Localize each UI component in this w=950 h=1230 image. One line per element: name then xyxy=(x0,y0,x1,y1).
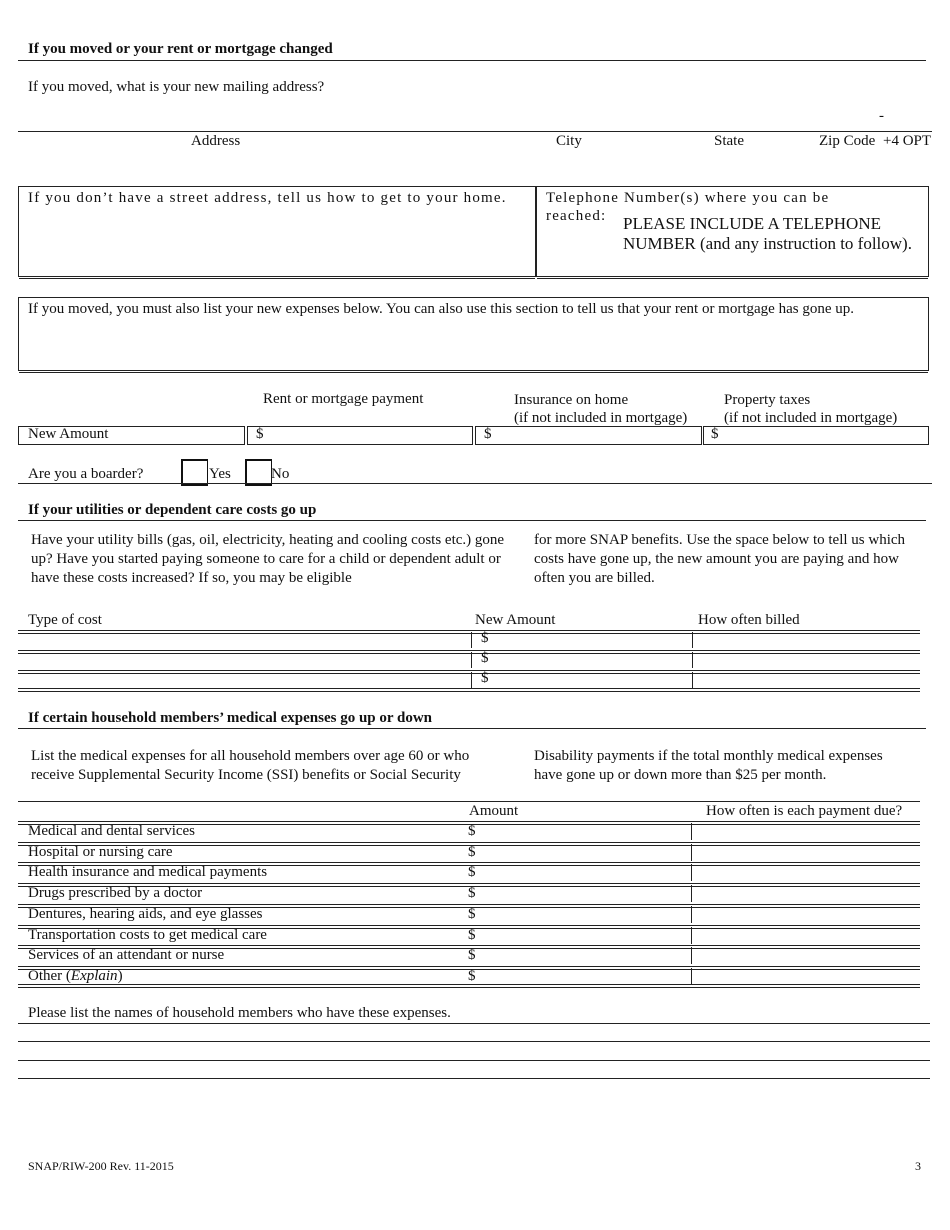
currency-sign: $ xyxy=(481,670,489,686)
currency-sign: $ xyxy=(468,844,476,860)
medical-amount-field[interactable] xyxy=(459,823,692,840)
new-amount-field[interactable] xyxy=(471,652,693,668)
currency-sign: $ xyxy=(468,823,476,839)
names-line[interactable] xyxy=(18,1078,930,1079)
medical-paragraph-right: Disability payments if the total monthly medical expenses have gone up or down more than $25 per month. xyxy=(534,748,883,783)
new-amount-field[interactable] xyxy=(471,632,693,648)
how-often-billed-field[interactable] xyxy=(694,672,918,688)
names-line[interactable] xyxy=(18,1023,930,1024)
currency-sign: $ xyxy=(256,426,264,442)
medical-expense-label: Medical and dental services xyxy=(28,823,196,839)
new-amount-field[interactable] xyxy=(471,672,693,688)
city-label: City xyxy=(556,133,582,149)
medical-amount-field[interactable] xyxy=(459,968,692,985)
insurance-amount-field[interactable] xyxy=(475,426,702,445)
address-label: Address xyxy=(191,133,241,149)
medical-amount-field[interactable] xyxy=(459,947,692,964)
zip-label: Zip Code xyxy=(819,133,876,149)
section-heading-moved: If you moved or your rent or mortgage changed xyxy=(28,41,333,57)
payment-due-field[interactable] xyxy=(694,927,918,944)
section-heading-medical: If certain household members’ medical expenses go up or down xyxy=(28,710,433,726)
payment-due-field[interactable] xyxy=(694,823,918,840)
boarder-yes-label: Yes xyxy=(209,466,231,482)
divider xyxy=(18,60,926,61)
currency-sign: $ xyxy=(484,426,492,442)
how-often-billed-field[interactable] xyxy=(694,652,918,668)
payment-due-field[interactable] xyxy=(694,947,918,964)
address-input-line[interactable] xyxy=(18,131,932,132)
tax-amount-field[interactable] xyxy=(703,426,929,445)
currency-sign: $ xyxy=(468,968,476,984)
new-amount-header: New Amount xyxy=(475,612,556,628)
tax-header-line1: Property taxes xyxy=(724,392,811,408)
how-often-billed-field[interactable] xyxy=(694,632,918,648)
medical-amount-field[interactable] xyxy=(459,927,692,944)
medical-amount-field[interactable] xyxy=(459,885,692,902)
table-row-divider xyxy=(18,984,920,988)
new-amount-label-cell xyxy=(18,426,245,445)
boarder-question: Are you a boarder? xyxy=(28,466,144,482)
type-of-cost-field[interactable] xyxy=(18,672,470,688)
names-line[interactable] xyxy=(18,1041,930,1042)
directions-text: If you don’t have a street address, tell us how to get to your home. xyxy=(28,190,507,206)
how-often-billed-header: How often billed xyxy=(698,612,800,628)
currency-sign: $ xyxy=(481,650,489,666)
amount-header: Amount xyxy=(469,803,519,819)
medical-expense-label: Health insurance and medical payments xyxy=(28,864,268,880)
names-prompt: Please list the names of household members who have these expenses. xyxy=(28,1005,451,1021)
currency-sign: $ xyxy=(481,630,489,646)
page-number: 3 xyxy=(915,1159,921,1173)
insurance-header-line1: Insurance on home xyxy=(514,392,629,408)
payment-due-header: How often is each payment due? xyxy=(706,803,903,819)
utilities-paragraph-left: Have your utility bills (gas, oil, electricity, heating and cooling costs etc.) gone up? Have you started paying someone to care for a child or dependent adult or have these costs increased? If so, you may be eligible xyxy=(31,532,505,586)
rent-column-header: Rent or mortgage payment xyxy=(263,391,424,407)
boarder-no-checkbox[interactable] xyxy=(245,459,272,486)
zip-dash: - xyxy=(879,108,884,124)
medical-amount-field[interactable] xyxy=(459,906,692,923)
medical-paragraph-left: List the medical expenses for all household members over age 60 or who receive Supplemental Security Income (SSI) benefits or Social Security xyxy=(31,748,470,783)
type-of-cost-field[interactable] xyxy=(18,632,470,648)
section-heading-utilities: If your utilities or dependent care costs go up xyxy=(28,502,317,518)
phone-box[interactable] xyxy=(536,186,929,277)
divider xyxy=(18,728,926,729)
other-label: Other ( xyxy=(28,968,71,984)
new-address-question: If you moved, what is your new mailing address? xyxy=(28,79,325,95)
new-expenses-box[interactable] xyxy=(18,297,929,371)
utilities-paragraph-right: for more SNAP benefits. Use the space below to tell us which costs have gone up, the new amount you are paying and how often you are billed. xyxy=(534,532,906,586)
medical-expense-label: Services of an attendant or nurse xyxy=(28,947,225,963)
new-expenses-text: If you moved, you must also list your new expenses below. You can also use this section to tell us that your rent or mortgage has gone up. xyxy=(28,301,854,317)
state-label: State xyxy=(714,133,744,149)
phone-note: PLEASE INCLUDE A TELEPHONE NUMBER (and any instruction to follow). xyxy=(623,214,912,253)
tax-column-header xyxy=(724,391,897,427)
currency-sign: $ xyxy=(468,885,476,901)
insurance-header-line2: (if not included in mortgage) xyxy=(514,410,688,426)
type-of-cost-header: Type of cost xyxy=(28,612,102,628)
medical-expense-label xyxy=(28,968,123,985)
divider xyxy=(18,483,932,484)
form-id: SNAP/RIW-200 Rev. 11-2015 xyxy=(28,1159,174,1173)
zip4-label: +4 OPT xyxy=(883,133,932,149)
medical-amount-field[interactable] xyxy=(459,844,692,861)
medical-expense-label: Hospital or nursing care xyxy=(28,844,173,860)
currency-sign: $ xyxy=(468,947,476,963)
phone-label: Telephone Number(s) where you can be reached: xyxy=(546,190,830,224)
currency-sign: $ xyxy=(711,426,719,442)
payment-due-field[interactable] xyxy=(694,844,918,861)
medical-expense-label: Transportation costs to get medical care xyxy=(28,927,267,943)
divider xyxy=(18,520,926,521)
names-line[interactable] xyxy=(18,1060,930,1061)
medical-expense-label: Dentures, hearing aids, and eye glasses xyxy=(28,906,263,922)
new-amount-label: New Amount xyxy=(28,426,109,442)
payment-due-field[interactable] xyxy=(694,864,918,881)
medical-amount-field[interactable] xyxy=(459,864,692,881)
type-of-cost-field[interactable] xyxy=(18,652,470,668)
payment-due-field[interactable] xyxy=(694,885,918,902)
divider xyxy=(18,801,920,802)
rent-amount-field[interactable] xyxy=(247,426,473,445)
payment-due-field[interactable] xyxy=(694,968,918,985)
currency-sign: $ xyxy=(468,927,476,943)
explain-label: Explain xyxy=(70,968,118,984)
boarder-no-label: No xyxy=(271,466,290,482)
directions-box[interactable] xyxy=(18,186,536,277)
insurance-column-header xyxy=(514,391,687,427)
other-close: ) xyxy=(117,968,123,984)
payment-due-field[interactable] xyxy=(694,906,918,923)
boarder-yes-checkbox[interactable] xyxy=(181,459,208,486)
currency-sign: $ xyxy=(468,864,476,880)
medical-expense-label: Drugs prescribed by a doctor xyxy=(28,885,203,901)
currency-sign: $ xyxy=(468,906,476,922)
tax-header-line2: (if not included in mortgage) xyxy=(724,410,898,426)
table-row-divider xyxy=(18,688,920,692)
